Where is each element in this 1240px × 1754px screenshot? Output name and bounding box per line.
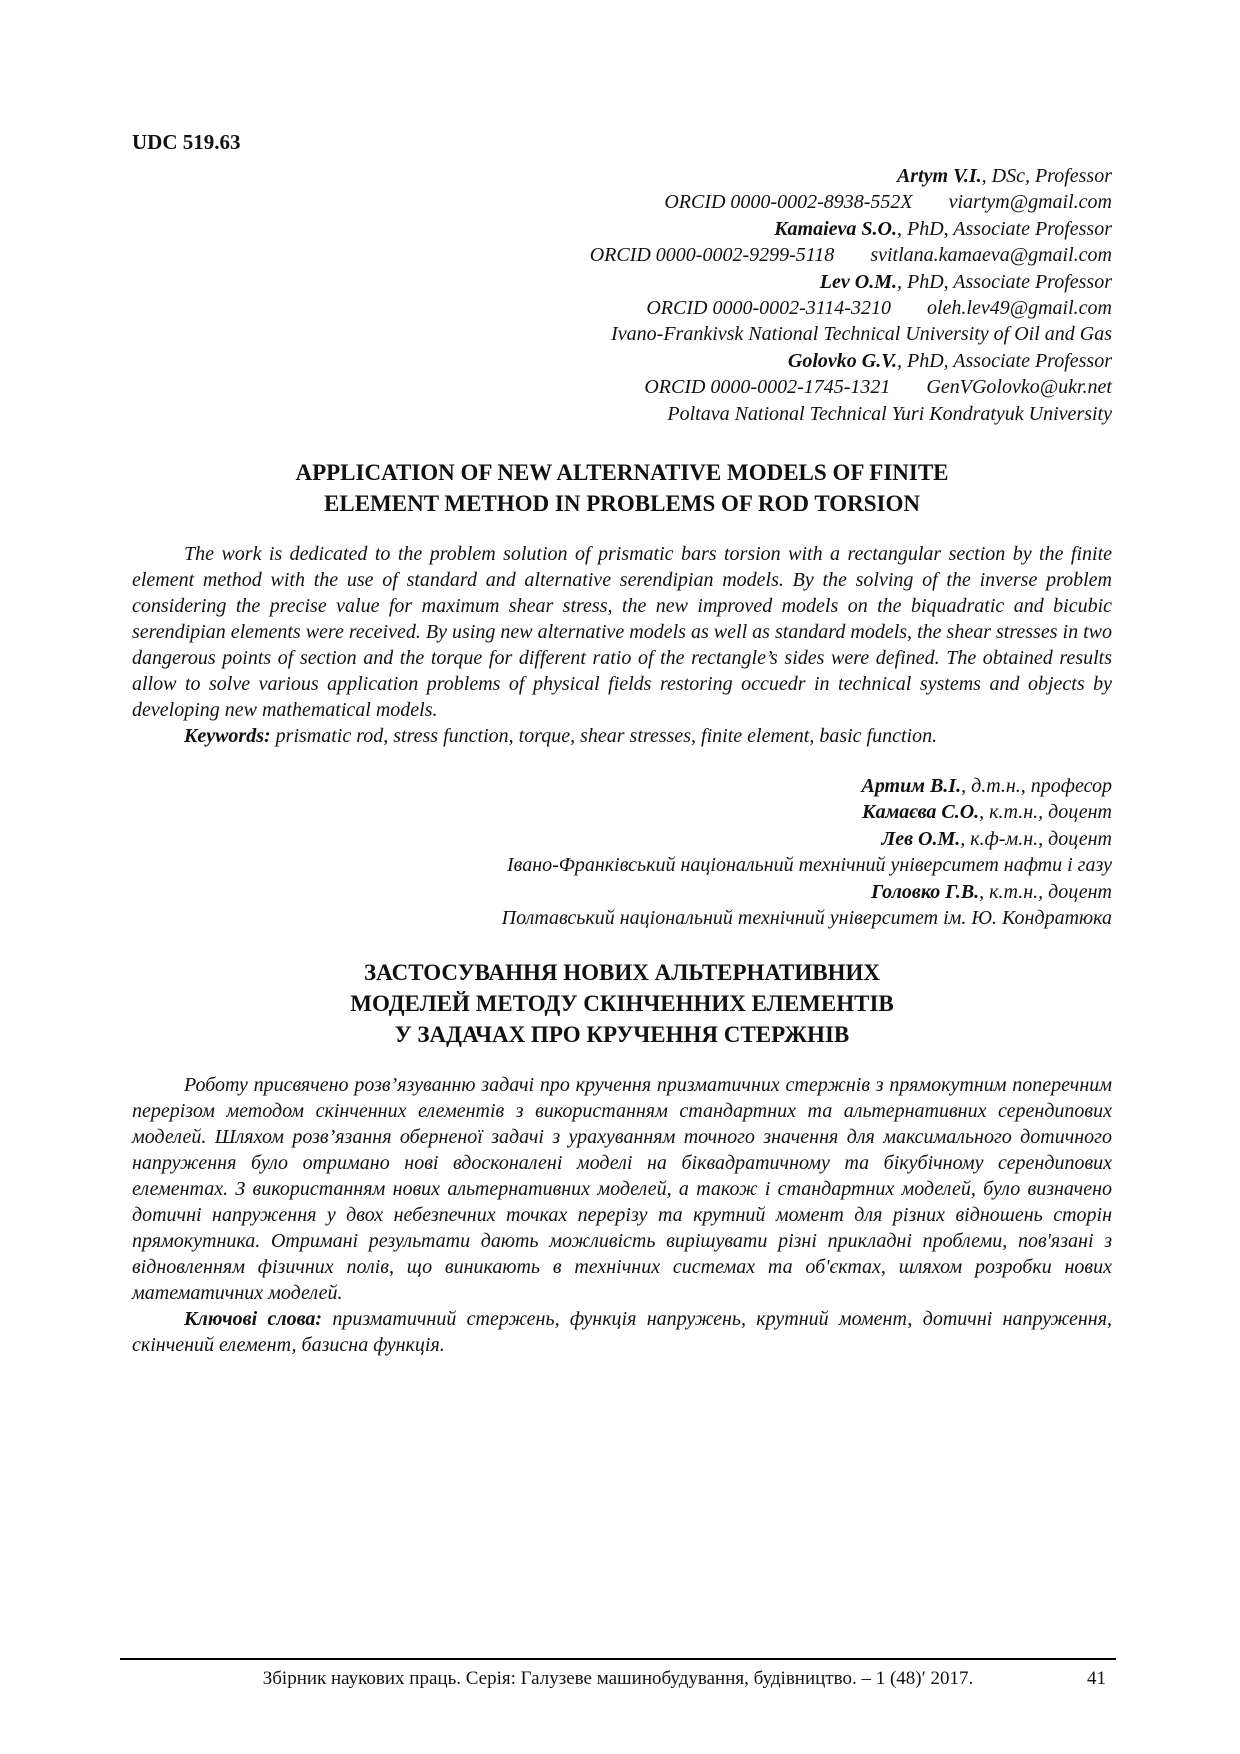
orcid-text: ORCID 0000-0002-8938-552X <box>664 191 913 214</box>
author-line <box>132 826 1112 852</box>
keywords-label: Keywords: <box>184 725 271 747</box>
keywords-en <box>132 723 1112 749</box>
author-block-ua <box>132 773 1112 931</box>
author-line <box>132 348 1112 374</box>
keywords-text: призматичний стержень, функція напружень, крутний момент, дотичні напруження, скінчений елемент, базисна функція. <box>132 1308 1112 1357</box>
page-footer <box>120 1658 1116 1690</box>
keywords-ua <box>132 1306 1112 1358</box>
orcid-text: ORCID 0000-0002-9299-5118 <box>589 244 835 267</box>
author-line <box>132 879 1112 905</box>
author-name: Камаєва С.О. <box>862 801 980 824</box>
abstract-ua: Роботу присвячено розв’язуванню задачі про кручення призматичних стержнів з прямокутним поперечним перерізом методом скінченних елементів з використанням стандартних та альтернативних серендипових моделей. Шляхом розв’язання оберненої задачі з урахуванням точного значення для максимального дотичного напруження було отримано нові вдосконалені моделі на біквадратичному та бікубічному серендипових елементах. З використанням нових альтернативних моделей, а також і стандартних моделей, було визначено дотичні напруження у двох небезпечних точках перерізу та крутний момент для різних відношень сторін прямокутника. Отримані результати дають можливість вирішувати різні прикладні проблеми, пов'язані з відновленням фізичних полів, що виникають в технічних системах та об'єктах, шляхом розробки нових математичних моделей. <box>132 1074 1112 1305</box>
author-degree: , к.ф-м.н., доцент <box>960 827 1112 850</box>
footer-row <box>120 1668 1116 1690</box>
author-name: Лев О.М. <box>881 827 961 850</box>
affiliation-line: Івано-Франківський національний технічний університет нафти і газу <box>507 854 1112 877</box>
author-degree: , PhD, Associate Professor <box>897 270 1112 293</box>
page-number: 41 <box>1087 1668 1106 1689</box>
keywords-label: Ключові слова: <box>184 1308 323 1331</box>
paper-title-ua <box>132 957 1112 1050</box>
affiliation-line: Полтавський національний технічний університет ім. Ю. Кондратюка <box>501 906 1112 929</box>
author-block-en <box>132 163 1112 427</box>
orcid-line <box>132 295 1112 321</box>
author-degree: , к.т.н., доцент <box>979 880 1112 903</box>
affiliation-line: Poltava National Technical Yuri Kondratyuk University <box>667 402 1112 425</box>
paper-title-en <box>132 457 1112 519</box>
author-line <box>132 773 1112 799</box>
paper-title-ua-line2: МОДЕЛЕЙ МЕТОДУ СКІНЧЕННИХ ЕЛЕМЕНТІВ <box>350 991 894 1017</box>
email-text: GenVGolovko@ukr.net <box>926 376 1112 399</box>
author-degree: , д.т.н., професор <box>961 775 1112 797</box>
email-text: svitlana.kamaeva@gmail.com <box>870 244 1112 267</box>
author-degree: , PhD, Associate Professor <box>897 217 1112 240</box>
udc-label: UDC 519.63 <box>132 130 241 154</box>
orcid-line <box>132 374 1112 400</box>
author-line <box>132 799 1112 825</box>
orcid-text: ORCID 0000-0002-3114-3210 <box>646 296 891 319</box>
orcid-line <box>132 189 1112 215</box>
affiliation-line: Ivano-Frankivsk National Technical University of Oil and Gas <box>611 323 1112 346</box>
author-name: Kamaieva S.O. <box>774 217 897 240</box>
author-name: Golovko G.V. <box>787 349 897 372</box>
author-line <box>132 163 1112 189</box>
keywords-text: prismatic rod, stress function, torque, shear stresses, finite element, basic function. <box>275 725 938 747</box>
orcid-text: ORCID 0000-0002-1745-1321 <box>644 376 891 399</box>
author-degree: , PhD, Associate Professor <box>897 349 1112 372</box>
email-text: viartym@gmail.com <box>948 191 1112 214</box>
orcid-line <box>132 242 1112 268</box>
paper-title-ua-line3: У ЗАДАЧАХ ПРО КРУЧЕННЯ СТЕРЖНІВ <box>394 1022 850 1048</box>
abstract-en: The work is dedicated to the problem solution of prismatic bars torsion with a rectangular section by the finite element method with the use of standard and alternative serendipian models. By the solving of the inverse problem considering the precise value for maximum shear stress, the new improved models on the biquadratic and bicubic serendipian elements were received. By using new alternative models as well as standard models, the shear stresses in two dangerous points of section and the torque for different ratio of the rectangle’s sides were defined. The obtained results allow to solve various application problems of physical fields restoring occuedr in technical systems and objects by developing new mathematical models. <box>132 543 1112 721</box>
paper-title-en-line1: APPLICATION OF NEW ALTERNATIVE MODELS OF FINITE <box>295 459 949 485</box>
email-text: oleh.lev49@gmail.com <box>926 296 1112 319</box>
author-name: Артим В.І. <box>861 775 962 797</box>
paper-title-en-line2: ELEMENT METHOD IN PROBLEMS OF ROD TORSION <box>324 490 920 516</box>
author-name: Головко Г.В. <box>871 880 980 903</box>
author-degree: , DSc, Professor <box>981 165 1112 187</box>
author-name: Lev O.M. <box>819 270 897 293</box>
paper-title-ua-line1: ЗАСТОСУВАННЯ НОВИХ АЛЬТЕРНАТИВНИХ <box>363 960 881 986</box>
journal-title: Збірник наукових праць. Серія: Галузеве машинобудування, будівництво. – 1 (48)′ 2017. <box>262 1668 974 1689</box>
author-line <box>132 216 1112 242</box>
author-line <box>132 269 1112 295</box>
author-degree: , к.т.н., доцент <box>979 801 1112 824</box>
author-name: Artym V.I. <box>896 165 982 187</box>
